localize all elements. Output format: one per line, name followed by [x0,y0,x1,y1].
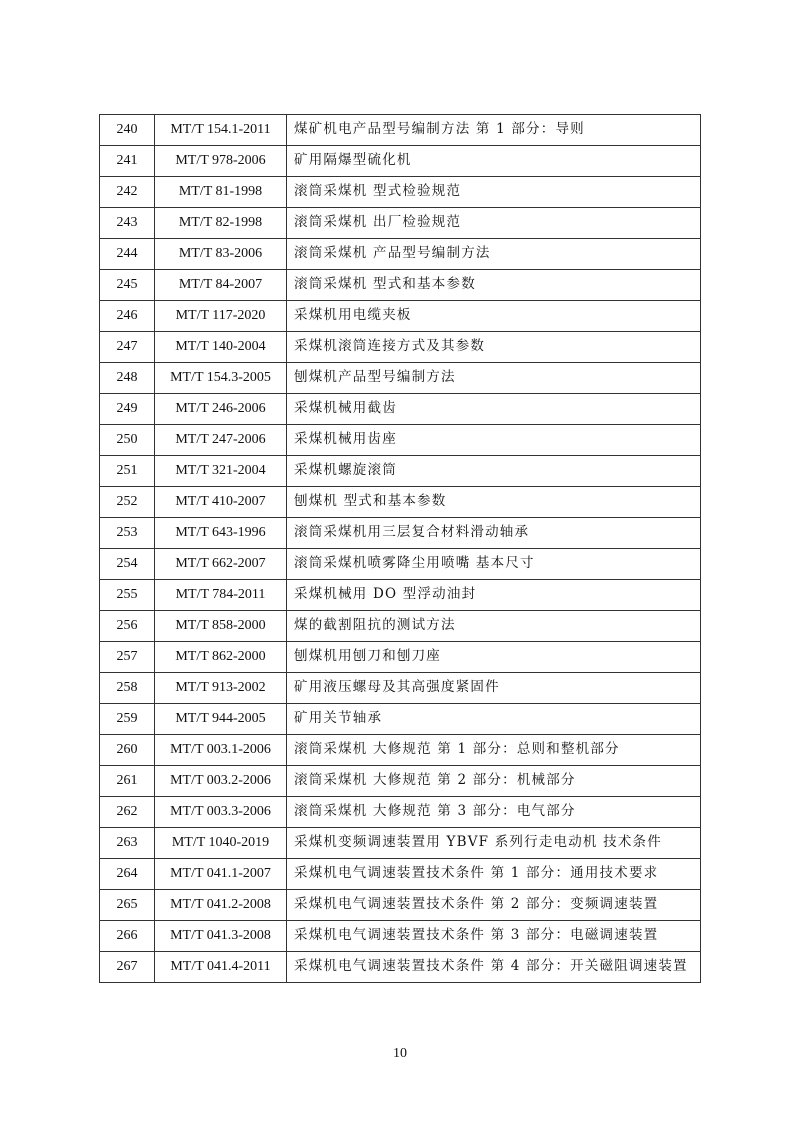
table-row [100,208,701,239]
standard-code: MT/T 003.3-2006 [155,797,287,828]
standard-name: 采煤机用电缆夹板 [287,301,701,332]
row-number: 255 [100,580,155,611]
standard-name: 矿用隔爆型硫化机 [287,146,701,177]
row-number: 256 [100,611,155,642]
standard-code: MT/T 84-2007 [155,270,287,301]
row-number: 265 [100,890,155,921]
table-row [100,301,701,332]
standard-code: MT/T 662-2007 [155,549,287,580]
table-row [100,363,701,394]
standard-code: MT/T 944-2005 [155,704,287,735]
table-row [100,549,701,580]
table-row [100,580,701,611]
row-number: 241 [100,146,155,177]
row-number: 258 [100,673,155,704]
standard-name: 刨煤机用刨刀和刨刀座 [287,642,701,673]
page-number: 10 [393,1046,407,1061]
standard-name: 滚筒采煤机 型式检验规范 [287,177,701,208]
standard-name: 滚筒采煤机 产品型号编制方法 [287,239,701,270]
standard-code: MT/T 041.2-2008 [155,890,287,921]
row-number: 246 [100,301,155,332]
row-number: 253 [100,518,155,549]
row-number: 257 [100,642,155,673]
row-number: 264 [100,859,155,890]
table-row [100,859,701,890]
table-row [100,425,701,456]
standard-code: MT/T 82-1998 [155,208,287,239]
standard-code: MT/T 81-1998 [155,177,287,208]
standard-name: 采煤机电气调速装置技术条件 第 2 部分：变频调速装置 [287,890,701,921]
row-number: 266 [100,921,155,952]
standard-code: MT/T 913-2002 [155,673,287,704]
standard-name: 刨煤机产品型号编制方法 [287,363,701,394]
standard-code: MT/T 041.1-2007 [155,859,287,890]
standard-code: MT/T 247-2006 [155,425,287,456]
standard-name: 采煤机滚筒连接方式及其参数 [287,332,701,363]
row-number: 243 [100,208,155,239]
table-row [100,735,701,766]
table-row [100,673,701,704]
row-number: 249 [100,394,155,425]
standard-name: 采煤机械用齿座 [287,425,701,456]
row-number: 262 [100,797,155,828]
table-row [100,766,701,797]
row-number: 263 [100,828,155,859]
row-number: 244 [100,239,155,270]
standard-code: MT/T 643-1996 [155,518,287,549]
standard-name: 滚筒采煤机 大修规范 第 1 部分：总则和整机部分 [287,735,701,766]
standard-name: 采煤机电气调速装置技术条件 第 3 部分：电磁调速装置 [287,921,701,952]
standards-table [99,114,701,983]
table-row [100,332,701,363]
table-row [100,611,701,642]
standard-name: 采煤机变频调速装置用 YBVF 系列行走电动机 技术条件 [287,828,701,859]
standards-table-body [100,115,701,983]
table-row [100,890,701,921]
standard-name: 滚筒采煤机 大修规范 第 2 部分：机械部分 [287,766,701,797]
standard-code: MT/T 041.4-2011 [155,952,287,983]
row-number: 267 [100,952,155,983]
row-number: 245 [100,270,155,301]
standard-name: 采煤机械用 DO 型浮动油封 [287,580,701,611]
standard-name: 采煤机械用截齿 [287,394,701,425]
standard-code: MT/T 858-2000 [155,611,287,642]
row-number: 254 [100,549,155,580]
table-row [100,518,701,549]
standard-code: MT/T 410-2007 [155,487,287,518]
standard-code: MT/T 154.1-2011 [155,115,287,146]
standard-code: MT/T 246-2006 [155,394,287,425]
row-number: 251 [100,456,155,487]
table-row [100,642,701,673]
table-row [100,797,701,828]
table-row [100,394,701,425]
standard-name: 滚筒采煤机用三层复合材料滑动轴承 [287,518,701,549]
standard-code: MT/T 154.3-2005 [155,363,287,394]
standard-code: MT/T 140-2004 [155,332,287,363]
table-row [100,952,701,983]
row-number: 259 [100,704,155,735]
standard-code: MT/T 321-2004 [155,456,287,487]
standard-name: 采煤机电气调速装置技术条件 第 1 部分：通用技术要求 [287,859,701,890]
table-row [100,115,701,146]
standard-code: MT/T 117-2020 [155,301,287,332]
standard-name: 采煤机螺旋滚筒 [287,456,701,487]
row-number: 247 [100,332,155,363]
row-number: 261 [100,766,155,797]
row-number: 240 [100,115,155,146]
table-row [100,828,701,859]
table-row [100,921,701,952]
standard-code: MT/T 862-2000 [155,642,287,673]
standard-name: 滚筒采煤机 出厂检验规范 [287,208,701,239]
standard-code: MT/T 83-2006 [155,239,287,270]
standard-name: 滚筒采煤机 大修规范 第 3 部分：电气部分 [287,797,701,828]
table-row [100,704,701,735]
standard-name: 刨煤机 型式和基本参数 [287,487,701,518]
table-row [100,177,701,208]
standard-code: MT/T 003.2-2006 [155,766,287,797]
table-row [100,487,701,518]
row-number: 242 [100,177,155,208]
standard-name: 煤矿机电产品型号编制方法 第 1 部分：导则 [287,115,701,146]
row-number: 248 [100,363,155,394]
table-row [100,456,701,487]
table-row [100,270,701,301]
standard-name: 矿用关节轴承 [287,704,701,735]
standard-code: MT/T 978-2006 [155,146,287,177]
standard-name: 滚筒采煤机喷雾降尘用喷嘴 基本尺寸 [287,549,701,580]
standard-name: 矿用液压螺母及其高强度紧固件 [287,673,701,704]
standard-name: 滚筒采煤机 型式和基本参数 [287,270,701,301]
table-row [100,146,701,177]
table-row [100,239,701,270]
standard-code: MT/T 003.1-2006 [155,735,287,766]
standard-name: 煤的截割阻抗的测试方法 [287,611,701,642]
standard-code: MT/T 041.3-2008 [155,921,287,952]
row-number: 250 [100,425,155,456]
row-number: 260 [100,735,155,766]
row-number: 252 [100,487,155,518]
standard-code: MT/T 1040-2019 [155,828,287,859]
standard-code: MT/T 784-2011 [155,580,287,611]
standard-name: 采煤机电气调速装置技术条件 第 4 部分：开关磁阻调速装置 [287,952,701,983]
